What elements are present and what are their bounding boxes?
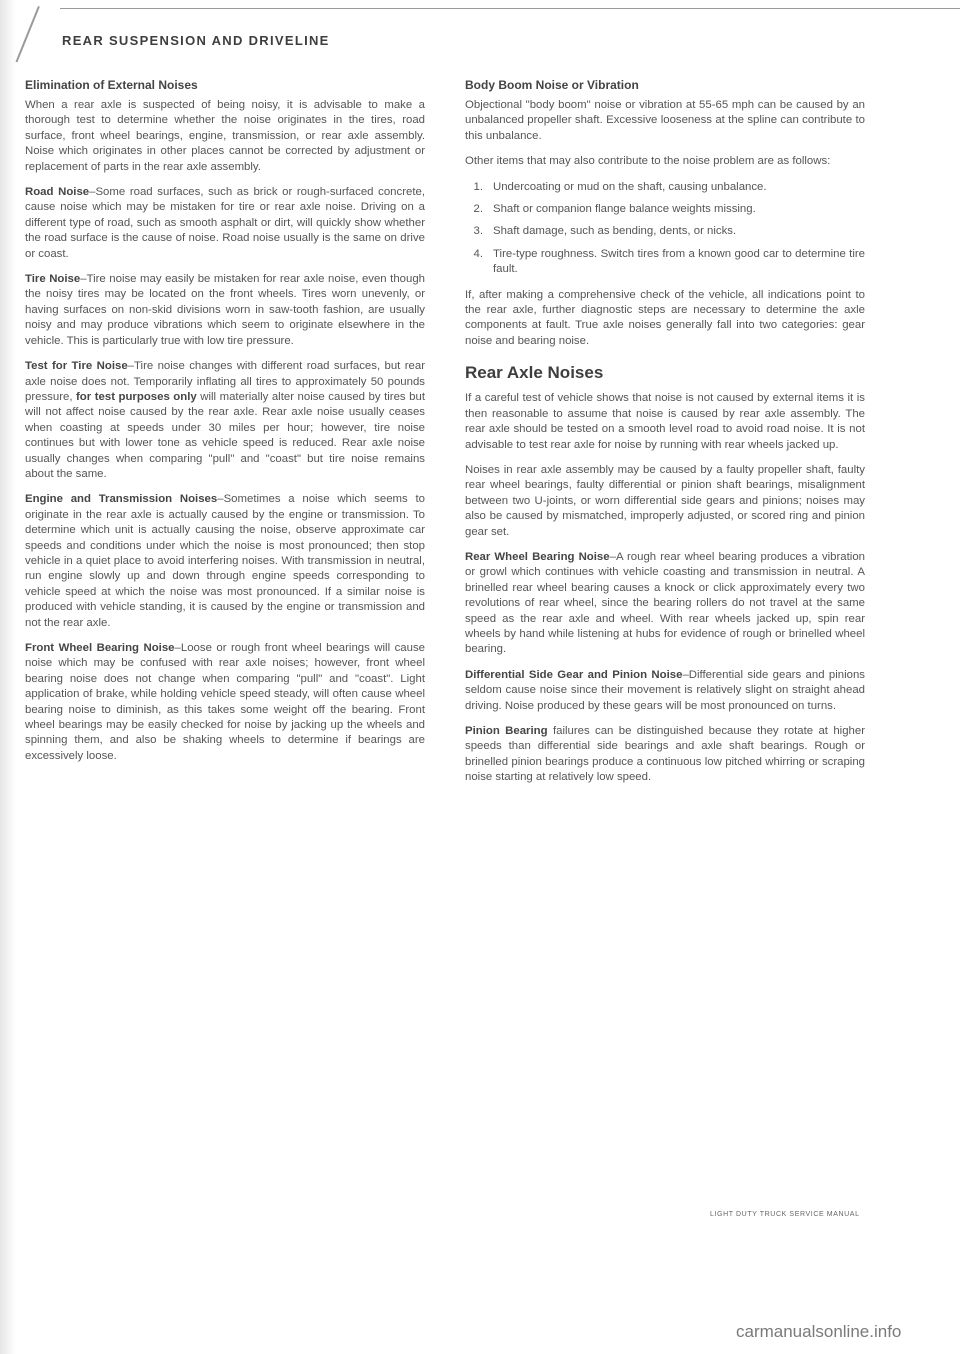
watermark: carmanualsonline.info xyxy=(736,1322,902,1341)
road-noise-lead: Road Noise xyxy=(25,186,90,199)
list-item-number: 2. xyxy=(473,203,483,216)
list-item-number: 4. xyxy=(473,247,483,260)
test-tire-noise-text-1: –Tire noise changes with different road surfaces, but rear axle noise does not. Temporarily inflating all tires to approximately 50 pounds pressure, xyxy=(25,360,425,403)
tire-noise-lead: Tire Noise xyxy=(25,273,81,286)
tire-noise-text: –Tire noise may easily be mistaken for rear axle noise, even though the noisy tires may be located on the front wheels. Tires worn unevenly, or having surfaces on non-skid divisions worn in saw-tooth fashion, are usually noisy and may produce vibrations which seem to originate elsewhere in the vehicle. This is particularly true with low tire pressure. xyxy=(25,273,425,347)
engine-noise-lead: Engine and Transmission Noises xyxy=(25,493,218,506)
right-column xyxy=(465,78,865,796)
top-rule xyxy=(60,8,960,9)
list-item xyxy=(465,224,865,239)
corner-stroke xyxy=(16,6,40,62)
pinion-bearing-lead: Pinion Bearing xyxy=(465,725,548,737)
pinion-bearing-paragraph xyxy=(465,724,865,786)
list-item-number: 1. xyxy=(473,180,483,193)
after-check-paragraph: If, after making a comprehensive check of the vehicle, all indications point to the rear axle, further diagnostic steps are necessary to determine the axle components at fault. True axle noises generally fall into two categories: gear noise and bearing noise. xyxy=(465,288,865,347)
rear-wheel-bearing-paragraph xyxy=(465,550,865,658)
left-column xyxy=(25,78,425,774)
differential-noise-paragraph xyxy=(465,668,865,714)
front-bearing-text: –Loose or rough front wheel bearings will cause noise which may be confused with rear axle noises; however, front wheel bearing noise does not change when comparing "pull" and "coast". Light application of brake, while holding vehicle speed steady, will often cause wheel bearing noise to diminish, as this takes some weight off the bearing. Front wheel bearings may be easily checked for noise by jacking up the wheels and spinning them, and also be shaking wheels to determine if bearings are excessively loose. xyxy=(25,642,425,762)
list-item-text: Shaft or companion flange balance weights missing. xyxy=(493,203,756,216)
contributing-items-list xyxy=(465,180,865,278)
elimination-heading: Elimination of External Noises xyxy=(25,78,198,92)
engine-noise-paragraph xyxy=(25,492,425,631)
front-bearing-lead: Front Wheel Bearing Noise xyxy=(25,642,175,654)
list-item xyxy=(465,202,865,217)
test-purposes-emphasis: for test purposes only xyxy=(76,390,197,403)
rear-axle-noises-title: Rear Axle Noises xyxy=(465,363,604,383)
elimination-paragraph: When a rear axle is suspected of being noisy, it is advisable to make a thorough test to determine whether the noise originates in the tires, road surface, front wheel bearings, engine, transmission, or rear axle assembly. Noise which originates in other places cannot be corrected by adjustment or replacement of parts in the rear axle assembly. xyxy=(25,99,425,173)
engine-noise-text: –Sometimes a noise which seems to originate in the rear axle is actually caused by the engine or transmission. To determine which unit is actually causing the noise, observe approximate car speeds and conditions under which the noise is most pronounced; then stop vehicle in a quiet place to avoid interfering noises. With transmission in neutral, run engine slowly up and down through engine speeds corresponding to vehicle speed at which the noise was most pronounced. If a similar noise is produced with vehicle standing, it is caused by the engine or transmission and not the rear axle. xyxy=(25,493,425,629)
list-item-text: Tire-type roughness. Switch tires from a known good car to determine tire fault. xyxy=(493,247,865,276)
page-edge-shadow xyxy=(0,0,16,1354)
list-item-number: 3. xyxy=(473,225,483,238)
other-items-paragraph: Other items that may also contribute to the noise problem are as follows: xyxy=(465,155,831,168)
differential-noise-text: –Differential side gears and pinions seldom cause noise since their movement is relatively slight on straight ahead driving. Noise produced by these gears will be most pronounced on turns. xyxy=(465,668,866,712)
tire-noise-paragraph xyxy=(25,272,425,349)
test-tire-noise-paragraph xyxy=(25,359,425,482)
test-tire-noise-text-2: will materially alter noise caused by tires but will not affect noise caused by the rear axle. Rear axle noise usually ceases when coasting at speeds under 30 miles per hour; however, tire noise continues but with lower tone as vehicle speed is reduced. Rear axle noise usually changes when comparing "pull" and "coast" but tire noise remains about the same. xyxy=(25,390,425,480)
road-noise-paragraph xyxy=(25,185,425,262)
road-noise-text: –Some road surfaces, such as brick or rough-surfaced concrete, cause noise which may be mistaken for tire or rear axle noise. Driving on a different type of road, such as smooth asphalt or dirt, will quickly show whether the road surface is the cause of noise. Road noise usually is the same on drive or coast. xyxy=(25,186,425,260)
list-item-text: Shaft damage, such as bending, dents, or nicks. xyxy=(493,225,737,238)
rear-wheel-bearing-text: –A rough rear wheel bearing produces a vibration or growl which continues with vehicle coasting and transmission in neutral. A brinelled rear wheel bearing causes a knock or click approximately every two revolutions of rear wheel, since the bearing rollers do not travel at the same speed as the rear axle and wheel. With rear wheels jacked up, spin rear wheels by hand while listening at hubs for evidence of rough or brinelled wheel bearing. xyxy=(465,550,866,656)
list-item xyxy=(465,247,865,278)
running-head: REAR SUSPENSION AND DRIVELINE xyxy=(62,33,330,48)
body-boom-heading: Body Boom Noise or Vibration xyxy=(465,78,639,92)
manual-footer: LIGHT DUTY TRUCK SERVICE MANUAL xyxy=(710,1211,860,1218)
body-boom-paragraph: Objectional "body boom" noise or vibration at 55-65 mph can be caused by an unbalanced propeller shaft. Excessive looseness at the spline can contribute to this unbalance. xyxy=(465,99,865,142)
test-tire-noise-lead: Test for Tire Noise xyxy=(25,360,128,373)
differential-noise-lead: Differential Side Gear and Pinion Noise xyxy=(465,668,683,681)
rear-wheel-bearing-lead: Rear Wheel Bearing Noise xyxy=(465,550,610,563)
list-item xyxy=(465,180,865,195)
front-bearing-paragraph xyxy=(25,641,425,764)
pinion-bearing-text: failures can be distinguished because they rotate at higher speeds than differential side bearings and axle shaft bearings. Rough or brinelled pinion bearings produce a continuous low pitched whirring or scraping noise starting at relatively low speed. xyxy=(465,725,865,784)
rear-axle-paragraph-1: If a careful test of vehicle shows that noise is not caused by external items it is then reasonable to assume that noise is caused by rear axle assembly. The rear axle should be tested on a smooth level road to avoid road noise. It is not advisable to test rear axle for noise by running with rear wheels jacked up. xyxy=(465,392,865,451)
list-item-text: Undercoating or mud on the shaft, causing unbalance. xyxy=(493,180,767,193)
rear-axle-paragraph-2: Noises in rear axle assembly may be caused by a faulty propeller shaft, faulty rear wheel bearings, faulty differential or pinion shaft bearings, misalignment between two U-joints, or worn differential side gears and pinions; noises may also be caused by mismatched, improperly adjusted, or scored ring and pinion gear set. xyxy=(465,463,865,538)
